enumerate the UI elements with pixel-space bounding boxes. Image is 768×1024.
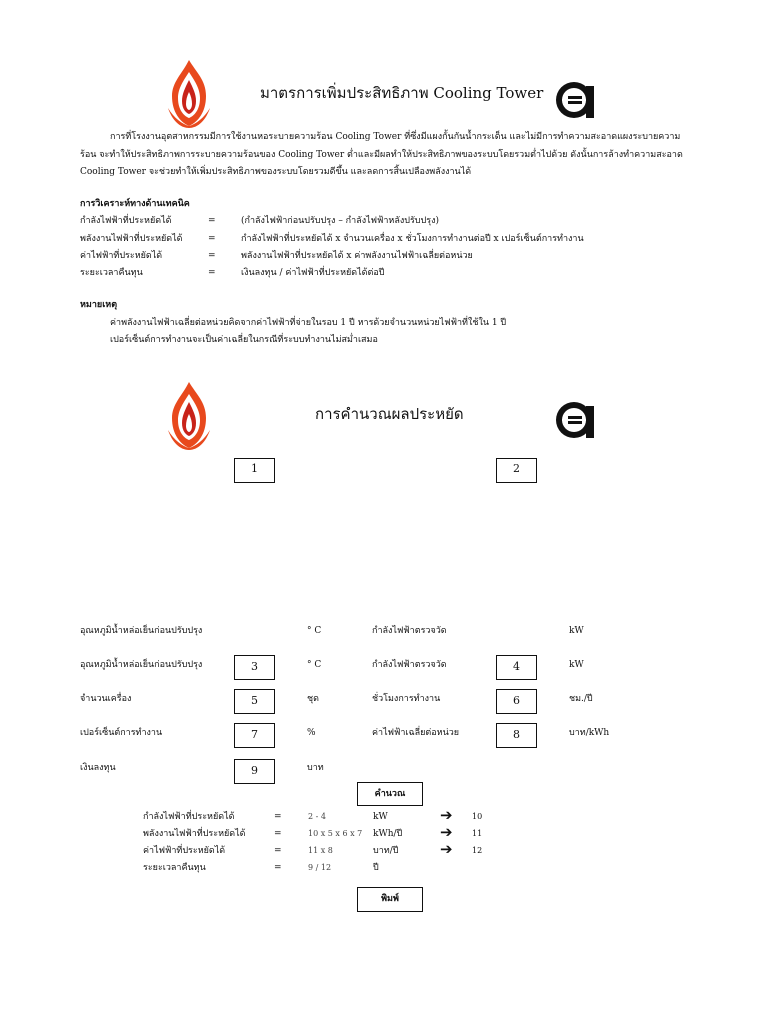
result-unit: kW bbox=[373, 812, 388, 822]
result-ref: 11 bbox=[472, 829, 483, 838]
input-box-1[interactable]: 1 bbox=[234, 458, 275, 483]
notes-heading: หมายเหตุ bbox=[80, 300, 118, 310]
flame-logo-icon bbox=[166, 58, 212, 128]
analysis-label: ค่าไฟฟ้าที่ประหยัดได้ bbox=[80, 251, 163, 261]
result-unit: kWh/ปี bbox=[373, 829, 403, 839]
field-label: อุณหภูมิน้ำหล่อเย็นก่อนปรับปรุง bbox=[80, 660, 203, 670]
analysis-eq: = bbox=[208, 268, 216, 278]
input-box-6[interactable]: 6 bbox=[496, 689, 537, 714]
calc-title: การคำนวณผลประหยัด bbox=[315, 405, 464, 423]
result-formula: 11 x 8 bbox=[308, 846, 333, 855]
field-label: กำลังไฟฟ้าตรวจวัด bbox=[372, 626, 447, 636]
field-unit: kW bbox=[569, 660, 584, 670]
result-unit: บาท/ปี bbox=[373, 846, 399, 856]
input-box-5[interactable]: 5 bbox=[234, 689, 275, 714]
right-arrow-icon: ➔ bbox=[440, 806, 453, 824]
result-eq: = bbox=[274, 846, 282, 856]
field-label: เงินลงทุน bbox=[80, 763, 116, 773]
result-label: ค่าไฟฟ้าที่ประหยัดได้ bbox=[143, 846, 226, 856]
notes-line-2: เปอร์เซ็นต์การทำงานจะเป็นค่าเฉลี่ยในกรณีที่ระบบทำงานไม่สม่ำเสมอ bbox=[110, 335, 378, 345]
result-label: กำลังไฟฟ้าที่ประหยัดได้ bbox=[143, 812, 235, 822]
field-label: จำนวนเครื่อง bbox=[80, 694, 132, 704]
result-formula: 10 x 5 x 6 x 7 bbox=[308, 829, 363, 838]
calculate-button[interactable]: คำนวณ bbox=[357, 782, 423, 806]
input-box-9[interactable]: 9 bbox=[234, 759, 275, 784]
right-arrow-icon: ➔ bbox=[440, 823, 453, 841]
result-eq: = bbox=[274, 829, 282, 839]
result-label: พลังงานไฟฟ้าที่ประหยัดได้ bbox=[143, 829, 246, 839]
analysis-eq: = bbox=[208, 234, 216, 244]
field-label: อุณหภูมิน้ำหล่อเย็นก่อนปรับปรุง bbox=[80, 626, 203, 636]
notes-line-1: ค่าพลังงานไฟฟ้าเฉลี่ยต่อหน่วยคิดจากค่าไฟฟ้าที่จ่ายในรอบ 1 ปี หารด้วยจำนวนหน่วยไฟฟ้าที่ใช้ใน 1 ปี bbox=[110, 318, 507, 328]
input-box-8[interactable]: 8 bbox=[496, 723, 537, 748]
analysis-formula: เงินลงทุน / ค่าไฟฟ้าที่ประหยัดได้ต่อปี bbox=[241, 268, 385, 278]
intro-line-3: Cooling Tower จะช่วยทำให้เพิ่มประสิทธิภาพของระบบโดยรวมดีขึ้น และลดการสิ้นเปลืองพลังงานได้ bbox=[80, 167, 472, 177]
result-unit: ปี bbox=[373, 863, 379, 873]
analysis-formula: กำลังไฟฟ้าที่ประหยัดได้ x จำนวนเครื่อง x ชั่วโมงการทำงานต่อปี x เปอร์เซ็นต์การทำงาน bbox=[241, 234, 584, 244]
field-label: เปอร์เซ็นต์การทำงาน bbox=[80, 728, 163, 738]
org-logo-icon bbox=[554, 400, 598, 440]
analysis-heading: การวิเคราะห์ทางด้านเทคนิค bbox=[80, 199, 190, 209]
right-arrow-icon: ➔ bbox=[440, 840, 453, 858]
analysis-formula: (กำลังไฟฟ้าก่อนปรับปรุง – กำลังไฟฟ้าหลังปรับปรุง) bbox=[241, 216, 439, 226]
analysis-eq: = bbox=[208, 216, 216, 226]
org-logo-icon bbox=[554, 80, 598, 120]
field-unit: % bbox=[307, 728, 316, 738]
result-ref: 10 bbox=[472, 812, 483, 821]
input-box-3[interactable]: 3 bbox=[234, 655, 275, 680]
field-unit: บาท bbox=[307, 763, 324, 773]
input-box-4[interactable]: 4 bbox=[496, 655, 537, 680]
field-unit: ชุด bbox=[307, 694, 319, 704]
input-box-2[interactable]: 2 bbox=[496, 458, 537, 483]
intro-line-1: การที่โรงงานอุตสาหกรรมมีการใช้งานหอระบายความร้อน Cooling Tower ที่ซึ่งมีแผงกั้นกันน้ำกระเด็น และไม่มีการทำความสะอาดแผงระบายความ bbox=[110, 132, 681, 142]
result-eq: = bbox=[274, 863, 282, 873]
result-formula: 9 / 12 bbox=[308, 863, 332, 872]
field-unit: ชม./ปี bbox=[569, 694, 593, 704]
page-title: มาตรการเพิ่มประสิทธิภาพ Cooling Tower bbox=[260, 84, 544, 102]
field-unit: บาท/kWh bbox=[569, 728, 610, 738]
result-label: ระยะเวลาคืนทุน bbox=[143, 863, 206, 873]
field-label: ค่าไฟฟ้าเฉลี่ยต่อหน่วย bbox=[372, 728, 460, 738]
result-eq: = bbox=[274, 812, 282, 822]
intro-line-2: ร้อน จะทำให้ประสิทธิภาพการระบายความร้อนของ Cooling Tower ต่ำและมีผลทำให้ประสิทธิภาพของระบบโดยรวมต่ำไปด้วย ดังนั้นการล้างทำความสะอาด bbox=[80, 150, 683, 160]
analysis-label: พลังงานไฟฟ้าที่ประหยัดได้ bbox=[80, 234, 183, 244]
flame-logo-icon bbox=[166, 380, 212, 450]
result-ref: 12 bbox=[472, 846, 483, 855]
print-button[interactable]: พิมพ์ bbox=[357, 887, 423, 912]
field-unit: ° C bbox=[307, 626, 322, 636]
input-box-7[interactable]: 7 bbox=[234, 723, 275, 748]
analysis-label: กำลังไฟฟ้าที่ประหยัดได้ bbox=[80, 216, 172, 226]
result-formula: 2 - 4 bbox=[308, 812, 326, 821]
field-label: ชั่วโมงการทำงาน bbox=[372, 694, 441, 704]
analysis-eq: = bbox=[208, 251, 216, 261]
field-unit: ° C bbox=[307, 660, 322, 670]
field-label: กำลังไฟฟ้าตรวจวัด bbox=[372, 660, 447, 670]
field-unit: kW bbox=[569, 626, 584, 636]
analysis-label: ระยะเวลาคืนทุน bbox=[80, 268, 143, 278]
analysis-formula: พลังงานไฟฟ้าที่ประหยัดได้ x ค่าพลังงานไฟฟ้าเฉลี่ยต่อหน่วย bbox=[241, 251, 473, 261]
